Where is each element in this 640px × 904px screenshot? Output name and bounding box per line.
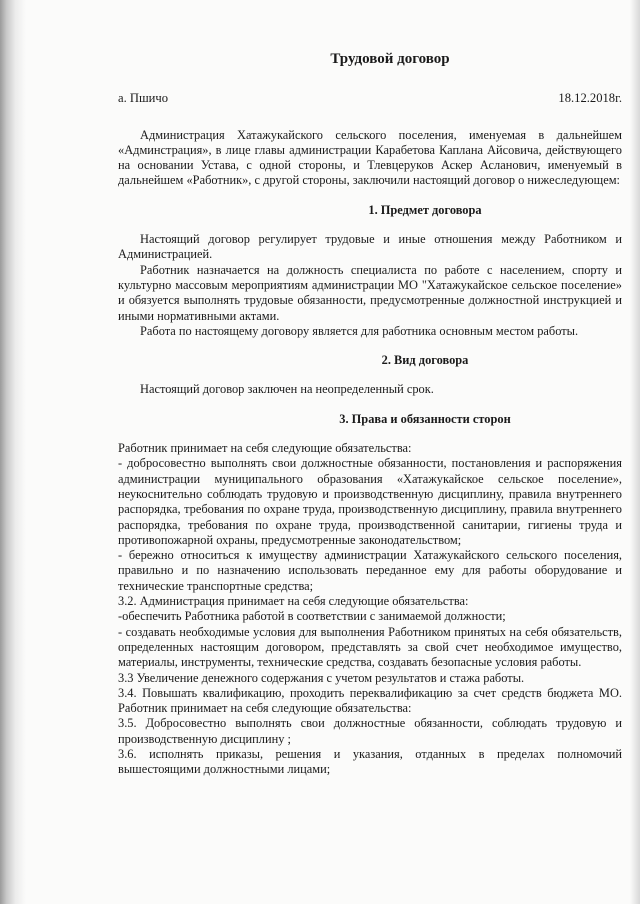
place-date-row	[118, 91, 622, 106]
section-1-paragraph-2: Работник назначается на должность специалиста по работе с населением, спорту и культурно массовым мероприятиям администрации МО "Хатажукайское сельское поселение» и обязуется выполнять трудовые обязанности, предусмотренные должностной инструкцией и иными нормативными актами.	[118, 262, 622, 323]
document-body	[118, 52, 622, 778]
section-3-line: 3.2. Администрация принимает на себя следующие обязательства:	[118, 594, 469, 609]
date: 18.12.2018г.	[558, 91, 622, 106]
document-title: Трудовой договор	[330, 51, 450, 67]
section-3-line: - бережно относиться к имуществу администрации Хатажукайского сельского поселения, правильно и по назначению использовать переданное ему для работы оборудование и технические транспортные средства;	[118, 548, 622, 593]
section-1-paragraph-1: Настоящий договор регулирует трудовые и иные отношения между Работником и Администрацией.	[118, 232, 622, 262]
section-3-line: 3.4. Повышать квалификацию, проходить переквалификацию за счет средств бюджета МО. Работник принимает на себя следующие обязательства:	[118, 685, 622, 716]
scan-shadow-right	[630, 0, 640, 904]
section-3-line: - создавать необходимые условия для выполнения Работником принятых на себя обязательств, определенных настоящим договором, представлять за свой счет необходимое имущество, материалы, инструменты, технические средства, создавать безопасные условия работы.	[118, 624, 622, 670]
section-3-heading: 3. Права и обязанности сторон	[339, 411, 511, 426]
section-3-line: -обеспечить Работника работой в соответствии с занимаемой должности;	[118, 609, 506, 624]
section-3-line: - добросовестно выполнять свои должностные обязанности, постановления и распоряжения администрации муниципального образования «Хатажукайское сельское поселение», неукоснительно соблюдать трудовую и производственную дисциплину, правила внутреннего распорядка, требования по охране труда, производственную дисциплину, правила внутреннего распорядка, требования по охране труда, производственной санитарии, гигиены труда и противопожарной охраны, предусмотренные законодательством;	[118, 456, 622, 547]
section-3-line: Работник принимает на себя следующие обязательства:	[118, 441, 412, 456]
place: а. Пшичо	[118, 91, 169, 106]
section-2-heading: 2. Вид договора	[381, 353, 469, 368]
section-3-line: 3.3 Увеличение денежного содержания с учетом результатов и стажа работы.	[118, 670, 525, 685]
section-3-line: 3.6. исполнять приказы, решения и указания, отданных в пределах полномочий вышестоящими должностными лицами;	[118, 746, 622, 777]
intro-paragraph: Администрация Хатажукайского сельского поселения, именуемая в дальнейшем «Админстрация», в лице главы администрации Карабетова Каплана Айсовича, действующего на основании Устава, с одной стороны, и Тлевцеруков Аскер Асланович, именуемый в дальнейшем «Работник», с другой стороны, заключили настоящий договор о нижеследующем:	[118, 127, 622, 188]
section-1-paragraph-3: Работа по настоящему договору является для работника основным местом работы.	[140, 323, 579, 338]
section-2-paragraph-1: Настоящий договор заключен на неопределенный срок.	[140, 382, 434, 397]
section-1-heading: 1. Предмет договора	[368, 202, 482, 217]
scan-shadow-left	[0, 0, 26, 904]
section-3-line: 3.5. Добросовестно выполнять свои должностные обязанности, соблюдать трудовую и производственную дисциплину ;	[118, 716, 622, 746]
